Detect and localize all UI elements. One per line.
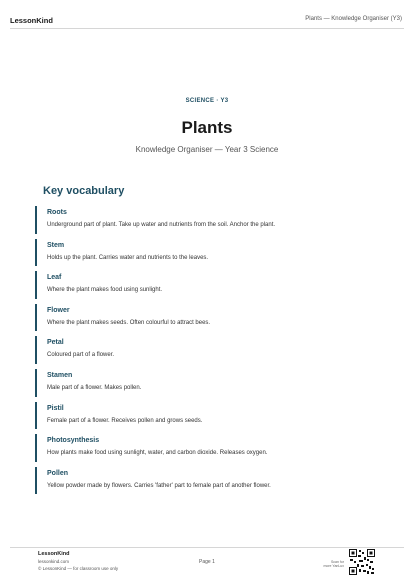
entry-accent-bar <box>35 369 37 397</box>
vocabulary-heading: Key vocabulary <box>43 185 125 197</box>
page-title: Plants <box>181 118 233 137</box>
page-header <box>0 0 414 30</box>
footer-copyright: © LessonKind — for classroom use only <box>38 566 119 571</box>
vocab-definition: Underground part of plant. Take up water and nutrients from the soil. Anchor the plant. <box>47 222 276 228</box>
vocab-definition: Male part of a flower. Makes pollen. <box>47 384 142 391</box>
vocab-entry-roots <box>35 204 380 237</box>
vocab-entry-stamen <box>35 367 380 400</box>
header-divider <box>10 28 404 29</box>
footer-divider <box>10 547 404 548</box>
vocabulary-list <box>35 204 380 497</box>
vocab-entry-photosynthesis <box>35 432 380 465</box>
vocab-term: Stamen <box>47 371 73 379</box>
vocab-definition: Where the plant makes seeds. Often colourful to attract bees. <box>47 319 211 326</box>
entry-accent-bar <box>35 336 37 364</box>
entry-accent-bar <box>35 239 37 267</box>
qr-caption-line-1: Scan for <box>330 560 344 564</box>
vocab-term: Pollen <box>47 469 69 477</box>
footer-brand: LessonKind <box>38 551 70 557</box>
vocab-entry-pollen <box>35 465 380 498</box>
entry-accent-bar <box>35 304 37 332</box>
entry-accent-bar <box>35 434 37 462</box>
qr-caption-line-2: more YanLux <box>323 564 344 569</box>
vocab-definition: Coloured part of a flower. <box>47 352 115 359</box>
entry-accent-bar <box>35 206 37 234</box>
qr-code-icon[interactable] <box>349 549 375 575</box>
subject-kicker: SCIENCE · Y3 <box>185 98 229 104</box>
vocab-term: Leaf <box>47 274 62 282</box>
vocab-entry-petal <box>35 334 380 367</box>
vocab-term: Stem <box>47 241 65 249</box>
footer-website-link[interactable]: lessonkind.com <box>38 559 70 564</box>
vocab-definition: Holds up the plant. Carries water and nutrients to the leaves. <box>47 254 209 261</box>
vocab-entry-pistil <box>35 400 380 433</box>
vocab-definition: Where the plant makes food using sunlight. <box>47 287 163 294</box>
vocab-definition: Female part of a flower. Receives pollen and grows seeds. <box>47 417 203 424</box>
vocab-term: Photosynthesis <box>47 437 100 445</box>
qr-caption <box>318 560 344 569</box>
vocab-definition: Yellow powder made by flowers. Carries 'father' part to female part of another flower. <box>47 482 271 489</box>
brand-logo-text: LessonKind <box>10 16 53 25</box>
page-number: Page 1 <box>199 559 215 565</box>
vocab-term: Petal <box>47 339 64 347</box>
vocab-term: Flower <box>47 306 70 314</box>
vocab-entry-stem <box>35 237 380 270</box>
vocab-term: Roots <box>47 209 67 216</box>
page-subtitle: Knowledge Organiser — Year 3 Science <box>135 145 279 154</box>
entry-accent-bar <box>35 271 37 299</box>
entry-accent-bar <box>35 467 37 495</box>
vocab-entry-flower <box>35 302 380 335</box>
vocab-definition: How plants make food using sunlight, water, and carbon dioxide. Releases oxygen. <box>47 450 268 457</box>
document-title: Plants — Knowledge Organiser (Y3) <box>305 16 402 22</box>
entry-accent-bar <box>35 402 37 430</box>
vocab-term: Pistil <box>47 404 64 412</box>
vocab-entry-leaf <box>35 269 380 302</box>
